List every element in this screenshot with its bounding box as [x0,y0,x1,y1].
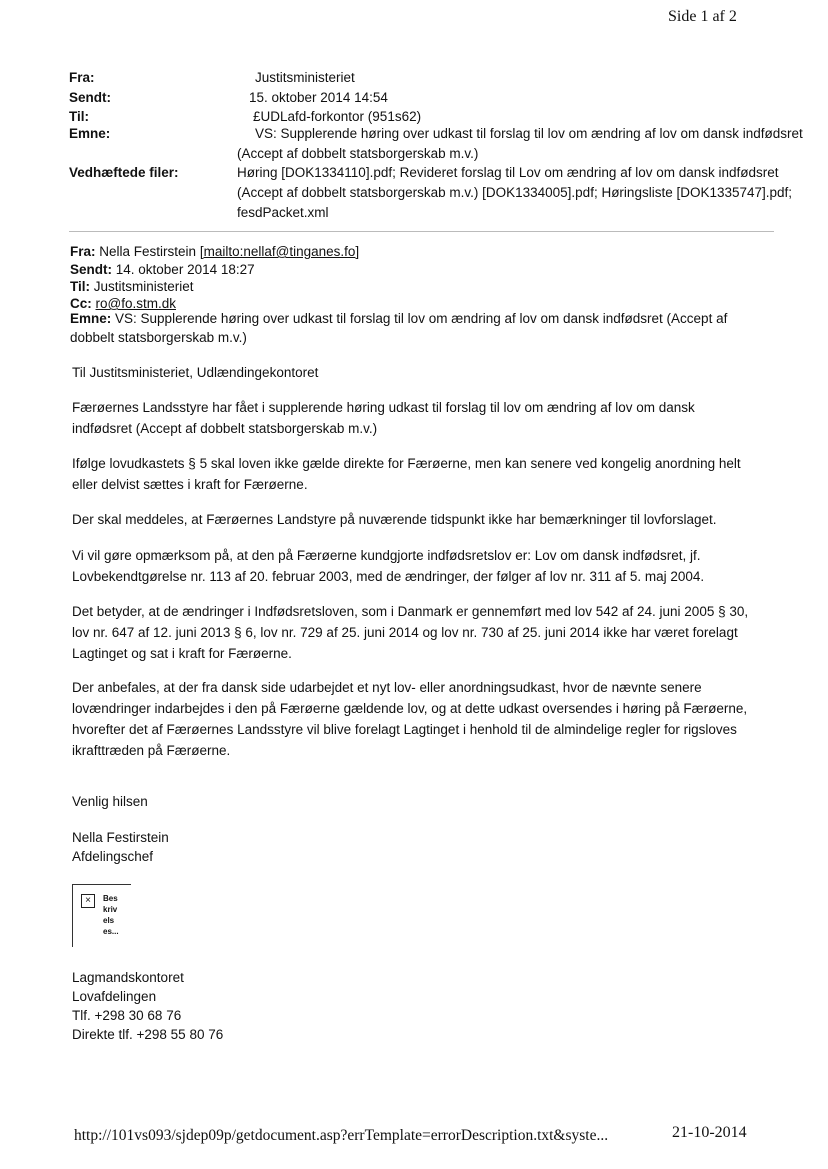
header-subject-label: Emne: [69,126,111,141]
paragraph-1: Færøernes Landsstyre har fået i supplerende høring udkast til forslag til lov om ændring af lov om dansk indfødsret (Accept af dobbelt statsborgerskab m.v.) [72,400,695,436]
fwd-from-row [70,242,750,261]
signature-org: Lagmandskontoret [72,970,184,985]
fwd-to-value: Justitsministeriet [93,279,194,294]
fwd-from-mailto-link[interactable]: [mailto:nellaf@tinganes.fo] [199,244,360,259]
header-sent-label: Sendt: [69,90,111,105]
fwd-from-name: Nella Festirstein [99,244,197,259]
fwd-cc-label: Cc: [70,296,92,311]
paragraph-5: Det betyder, at de ændringer i Indfødsretsloven, som i Danmark er gennemført med lov 542 af 24. juni 2005 § 30, lov nr. 647 af 12. juni 2013 § 6, lov nr. 729 af 25. juni 2014 og lov nr. 730 af 25. juni 2014 ikke har været forelagt Lagtinget og sat i kraft for Færøerne. [72,604,749,661]
fwd-subject-value: VS: Supplerende høring over udkast til forslag til lov om ændring af lov om dansk indfødsret (Accept af dobbelt statsborgerskab m.v.) [70,311,728,345]
header-to-value: £UDLafd-forkontor (951s62) [253,109,422,124]
paragraph-3: Der skal meddeles, at Færøernes Landstyre på nuværende tidspunkt ikke har bemærkninger til lovforslaget. [72,512,717,527]
header-divider [69,231,774,232]
signature-dept: Lovafdelingen [72,989,157,1004]
fwd-from-label: Fra: [70,244,96,259]
header-attachments-value: Høring [DOK1334110].pdf; Revideret forslag til Lov om ændring af lov om dansk indfødsret (Accept af dobbelt statsborgerskab m.v.) [DOK1334005].pdf; Høringsliste [DOK1335747].pdf; fesdPacket.xml [237,165,793,220]
signer-name: Nella Festirstein [72,830,169,845]
header-from-value: Justitsministeriet [255,70,355,85]
header-from-label: Fra: [69,70,95,85]
header-sent-value: 15. oktober 2014 14:54 [249,90,388,105]
image-alt-text: Bes kriv els es... [103,894,119,936]
fwd-to-label: Til: [70,279,90,294]
signature-phone: Tlf. +298 30 68 76 [72,1008,182,1023]
broken-image-icon: × [81,894,95,908]
footer-url: http://101vs093/sjdep09p/getdocument.asp?errTemplate=errorDescription.txt&syste... [74,1127,609,1144]
fwd-sent-value: 14. oktober 2014 18:27 [115,262,255,277]
paragraph-4: Vi vil gøre opmærksom på, at den på Færøerne kundgjorte indfødsretslov er: Lov om dansk indfødsret, jf. Lovbekendtgørelse nr. 113 af 20. februar 2003, med de ændringer, der følger af lov nr. 311 af 5. maj 2004. [72,548,705,584]
salutation: Til Justitsministeriet, Udlændingekontoret [72,365,319,380]
header-subject-value: VS: Supplerende høring over udkast til forslag til lov om ændring af lov om dansk indfødsret (Accept af dobbelt statsborgerskab m.v.) [237,126,803,161]
signer-title: Afdelingschef [72,849,154,864]
image-placeholder [72,884,131,947]
paragraph-6: Der anbefales, at der fra dansk side udarbejdet et nyt lov- eller anordningsudkast, hvor de nævnte senere lovændringer indarbejdes i den på Færøerne gældende lov, og at dette udkast oversendes i høring på Færøerne, hvorefter det af Færøernes Landsstyre vil blive forelagt Lagtinget i henhold til de almindelige regler for rigsloves ikrafttræden på Færøerne. [72,680,748,758]
header-to-label: Til: [69,109,89,124]
footer-date: 21-10-2014 [672,1124,747,1141]
fwd-cc-link[interactable]: ro@fo.stm.dk [95,296,177,311]
signature-direct-phone: Direkte tlf. +298 55 80 76 [72,1027,224,1042]
page-number: Side 1 af 2 [668,8,737,25]
header-attachments-label: Vedhæftede filer: [69,165,179,180]
paragraph-2: Ifølge lovudkastets § 5 skal loven ikke gælde direkte for Færøerne, men kan senere ved kongelig anordning helt eller delvist sættes i kraft for Færøerne. [72,456,741,492]
fwd-subject-label: Emne: [70,311,112,326]
fwd-sent-label: Sendt: [70,262,112,277]
fwd-subject-row [70,309,750,347]
closing: Venlig hilsen [72,794,148,809]
